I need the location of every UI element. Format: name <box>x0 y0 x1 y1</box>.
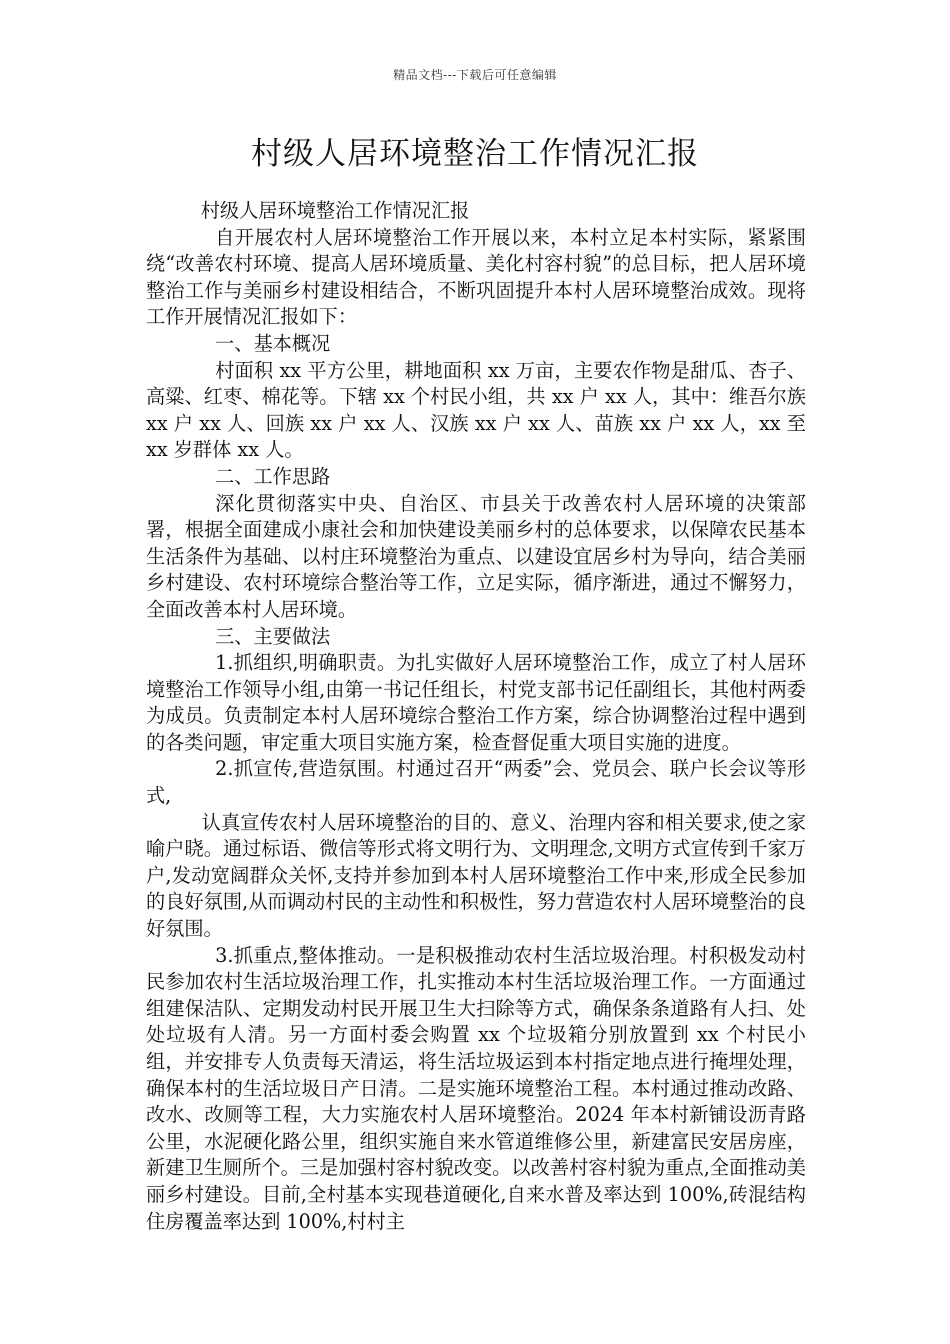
measure-organization-paragraph: 1.抓组织,明确职责。为扎实做好人居环境整治工作，成立了村人居环境整治工作领导小组,由第一书记任组长，村党支部书记任副组长，其他村两委为成员。负责制定本村人居环境综合整治工作方案，综合协调整治过程中遇到的各类问题，审定重大项目实施方案，检查督促重大项目实施的进度。 <box>146 651 806 754</box>
measure-key-points-paragraph: 3.抓重点,整体推动。一是积极推动农村生活垃圾治理。村积极发动村民参加农村生活垃圾治理工作，扎实推动本村生活垃圾治理工作。一方面通过组建保洁队、定期发动村民开展卫生大扫除等方式，确保条条道路有人扫、处处垃圾有人清。另一方面村委会购置 xx 个垃圾箱分别放置到 xx 个村民小组，并安排专人负责每天清运，将生活垃圾运到本村指定地点进行掩埋处理，确保本村的生活垃圾日产日清。二是实施环境整治工程。本村通过推动改路、改水、改厕等工程，大力实施农村人居环境整治。2024 年本村新铺设沥青路公里，水泥硬化路公里，组织实施自来水管道维修公里，新建富民安居房座，新建卫生厕所个。三是加强村容村貌改变。以改善村容村貌为重点,全面推动美丽乡村建设。目前,全村基本实现巷道硬化,自来水普及率达到 100%,砖混结构住房覆盖率达到 100%,村村主 <box>146 943 806 1233</box>
section-heading-overview: 一、基本概况 <box>215 331 331 355</box>
measure-publicity-continued-paragraph: 认真宣传农村人居环境整治的目的、意义、治理内容和相关要求,使之家喻户晓。通过标语、微信等形式将文明行为、文明理念,文明方式宣传到千家万户,发动宽阔群众关怀,支持并参加到本村人居环境整治工作中来,形成全民参加的良好氛围,从而调动村民的主动性和积极性，努力营造农村人居环境整治的良好氛围。 <box>146 810 806 941</box>
overview-paragraph: 村面积 xx 平方公里，耕地面积 xx 万亩，主要农作物是甜瓜、杏子、高粱、红枣、棉花等。下辖 xx 个村民小组，共 xx 户 xx 人，其中：维吾尔族 xx 户 xx 人、回族 xx 户 xx 人、汉族 xx 户 xx 人、苗族 xx 户 xx 人，xx 至 xx 岁群体 xx 人。 <box>146 358 806 462</box>
section-heading-approach: 二、工作思路 <box>215 464 331 488</box>
measure-publicity-paragraph: 2.抓宣传,营造氛围。村通过召开“两委”会、党员会、联户长会议等形式, <box>146 757 806 808</box>
document-title: 村级人居环境整治工作情况汇报 <box>251 136 699 172</box>
subtitle-paragraph: 村级人居环境整治工作情况汇报 <box>200 199 470 222</box>
header-note: 精品文档---下载后可任意编辑 <box>393 68 557 82</box>
document-body <box>146 198 806 1235</box>
intro-paragraph: 自开展农村人居环境整治工作开展以来，本村立足本村实际，紧紧围绕“改善农村环境、提高人居环境质量、美化村容村貌”的总目标，把人居环境整治工作与美丽乡村建设相结合，不断巩固提升本村人居环境整治成效。现将工作开展情况汇报如下： <box>146 225 806 329</box>
approach-paragraph: 深化贯彻落实中央、自治区、市县关于改善农村人居环境的决策部署，根据全面建成小康社会和加快建设美丽乡村的总体要求，以保障农民基本生活条件为基础、以村庄环境整治为重点、以建设宜居乡村为导向，结合美丽乡村建设、农村环境综合整治等工作，立足实际，循序渐进，通过不懈努力，全面改善本村人居环境。 <box>146 491 806 621</box>
section-heading-measures: 三、主要做法 <box>215 624 331 648</box>
